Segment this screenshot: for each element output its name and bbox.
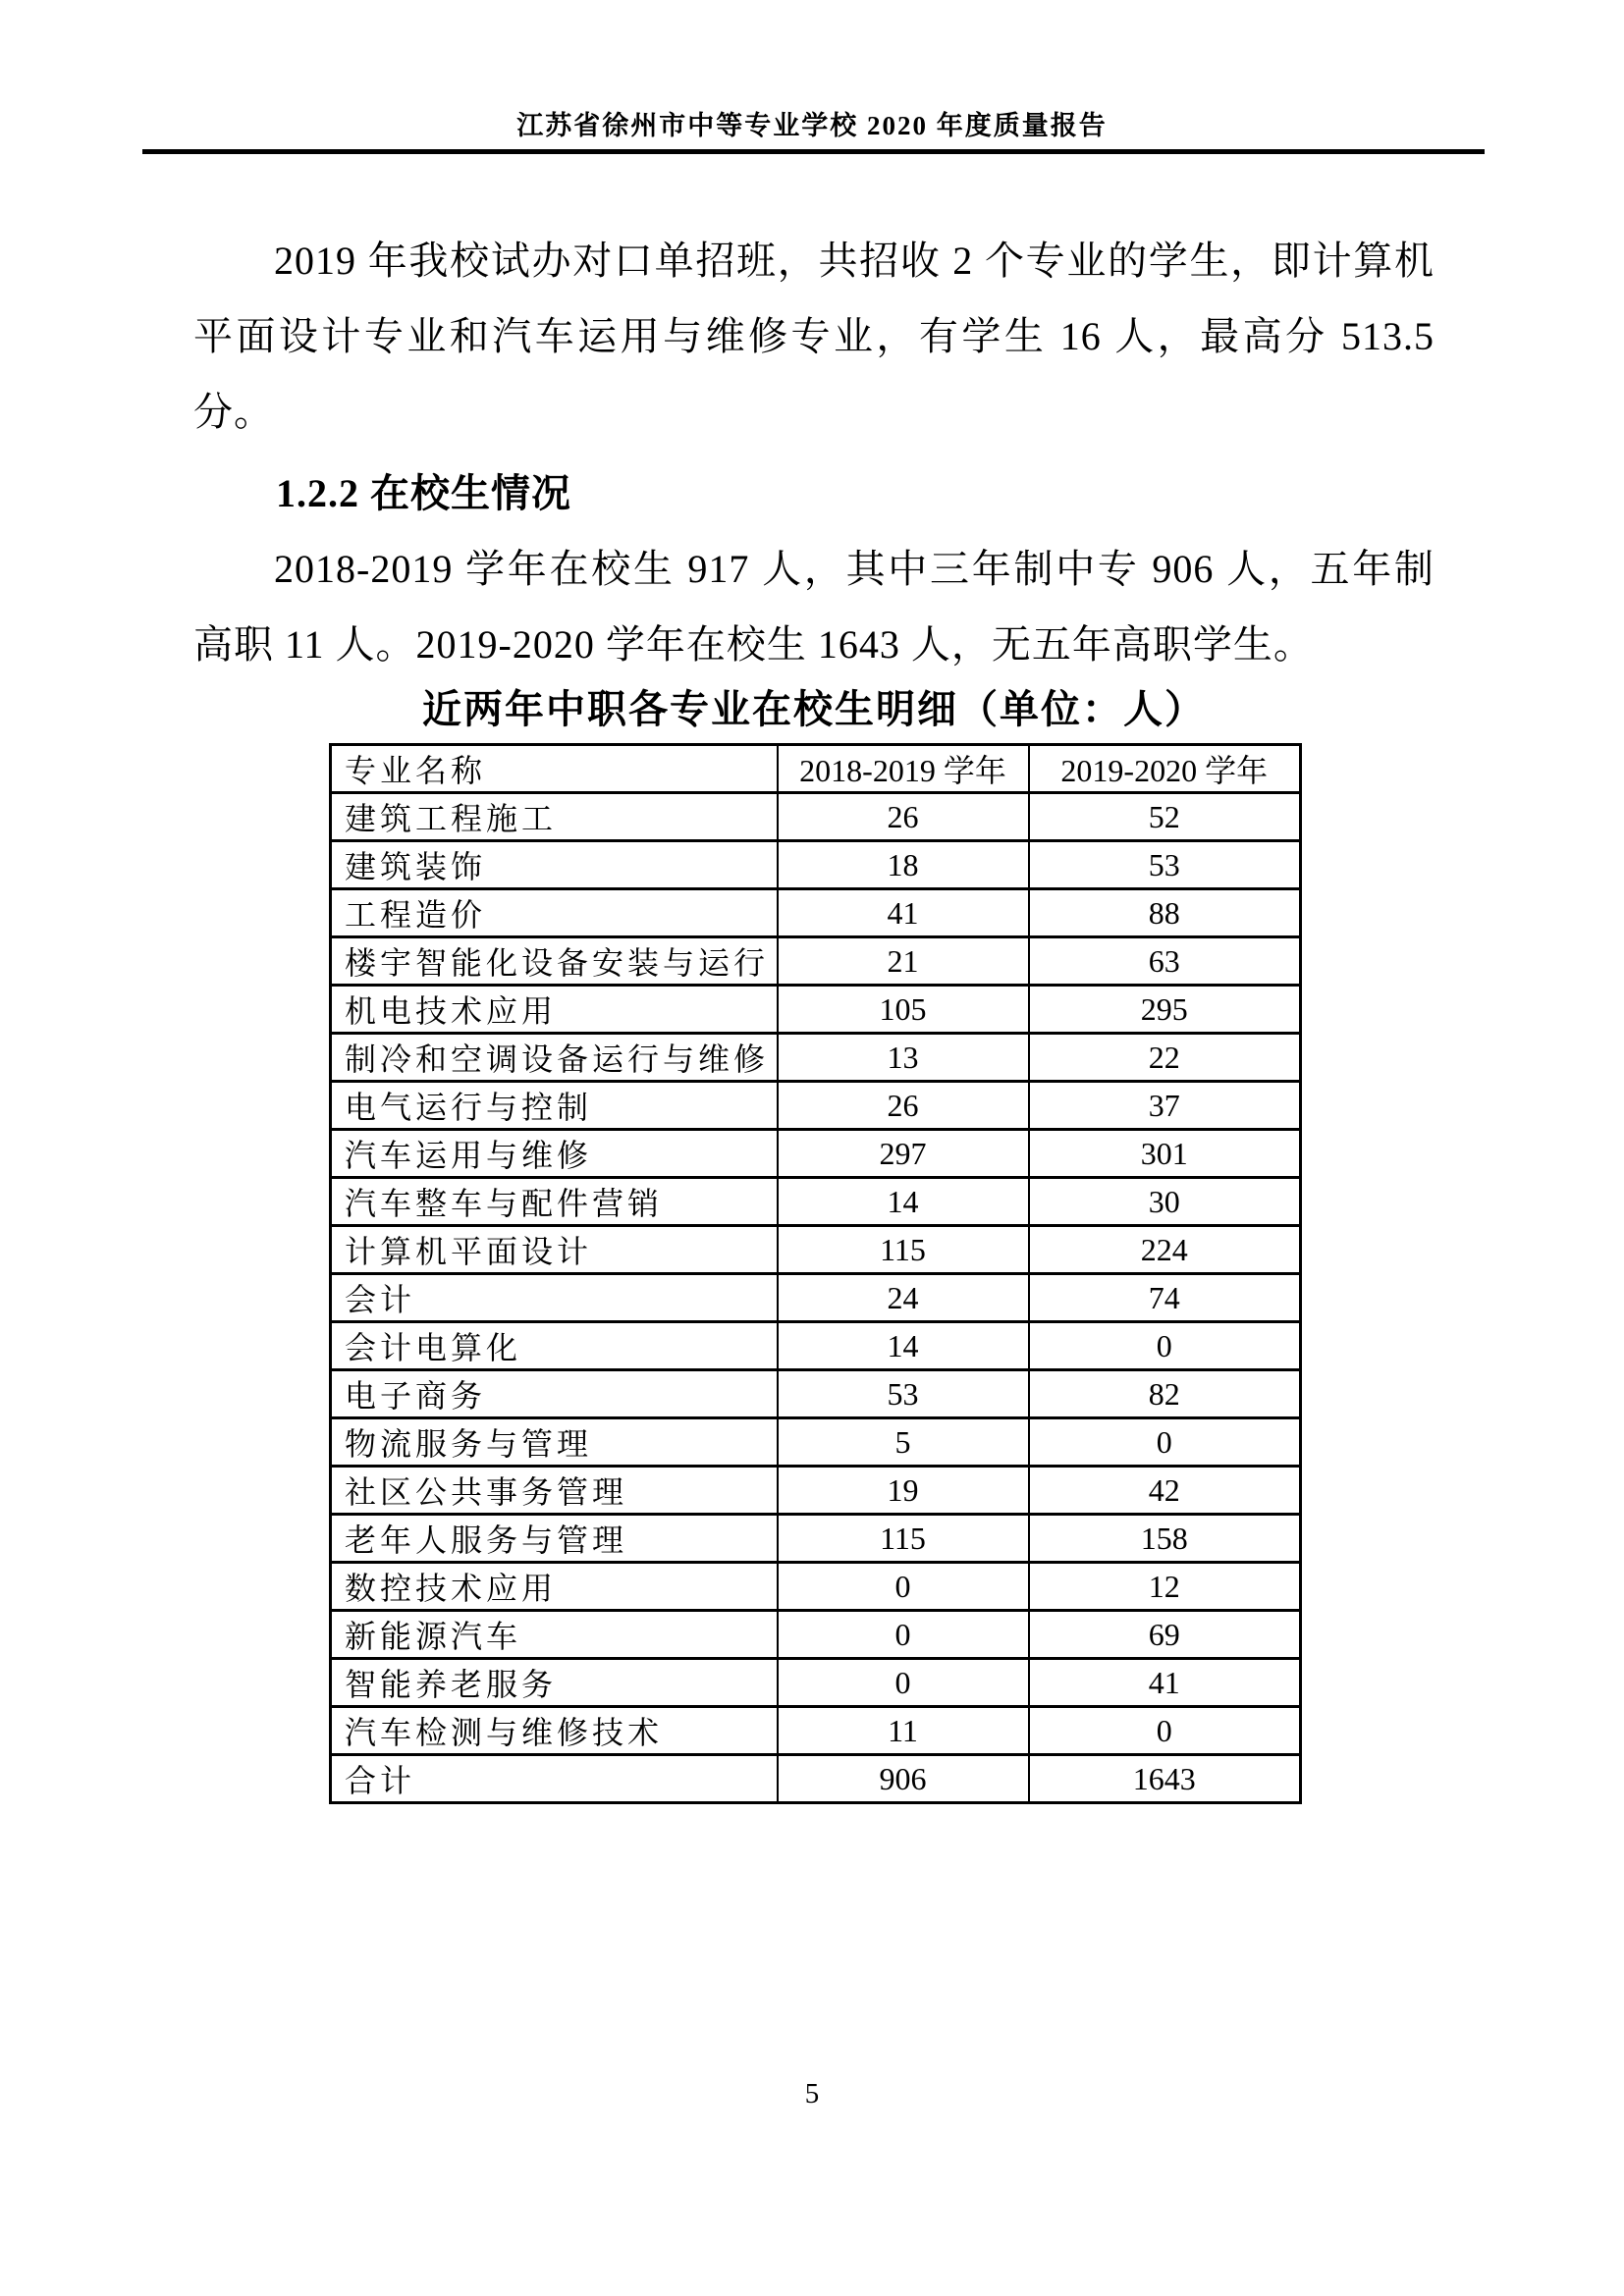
major-name-cell: 新能源汽车 (331, 1611, 778, 1659)
count-2018-2019-cell: 105 (778, 986, 1029, 1034)
count-2018-2019-cell: 115 (778, 1226, 1029, 1274)
major-name-cell: 合计 (331, 1755, 778, 1803)
count-2018-2019-cell: 18 (778, 841, 1029, 889)
count-2019-2020-cell: 52 (1029, 793, 1301, 841)
table-row (331, 986, 1301, 1034)
major-name-cell: 楼宇智能化设备安装与运行 (331, 937, 778, 986)
enrollment-table (329, 743, 1302, 1804)
table-header-row (331, 745, 1301, 793)
count-2019-2020-cell: 53 (1029, 841, 1301, 889)
count-2019-2020-cell: 301 (1029, 1130, 1301, 1178)
major-name-cell: 制冷和空调设备运行与维修 (331, 1034, 778, 1082)
paragraph-students-count: 2018-2019 学年在校生 917 人，其中三年制中专 906 人，五年制高职 11 人。2019-2020 学年在校生 1643 人，无五年高职学生。 (193, 547, 1435, 667)
major-name-cell: 智能养老服务 (331, 1659, 778, 1707)
major-name-cell: 电气运行与控制 (331, 1082, 778, 1130)
count-2019-2020-cell: 74 (1029, 1274, 1301, 1322)
major-name-cell: 机电技术应用 (331, 986, 778, 1034)
column-header-2018-2019: 2018-2019 学年 (778, 745, 1029, 793)
count-2018-2019-cell: 5 (778, 1418, 1029, 1467)
major-name-cell: 物流服务与管理 (331, 1418, 778, 1467)
table-row (331, 1418, 1301, 1467)
table-row (331, 1034, 1301, 1082)
major-name-cell: 工程造价 (331, 889, 778, 937)
count-2019-2020-cell: 42 (1029, 1467, 1301, 1515)
count-2019-2020-cell: 12 (1029, 1563, 1301, 1611)
table-row (331, 793, 1301, 841)
count-2018-2019-cell: 26 (778, 793, 1029, 841)
count-2018-2019-cell: 53 (778, 1370, 1029, 1418)
major-name-cell: 汽车整车与配件营销 (331, 1178, 778, 1226)
major-name-cell: 汽车运用与维修 (331, 1130, 778, 1178)
major-name-cell: 电子商务 (331, 1370, 778, 1418)
count-2018-2019-cell: 0 (778, 1659, 1029, 1707)
table-row (331, 1659, 1301, 1707)
table-row (331, 1370, 1301, 1418)
major-name-cell: 建筑装饰 (331, 841, 778, 889)
table-row (331, 1274, 1301, 1322)
major-name-cell: 老年人服务与管理 (331, 1515, 778, 1563)
table-row (331, 1707, 1301, 1755)
table-row (331, 1130, 1301, 1178)
count-2019-2020-cell: 0 (1029, 1707, 1301, 1755)
table-row (331, 1563, 1301, 1611)
header-title: 江苏省徐州市中等专业学校 2020 年度质量报告 (516, 111, 1108, 140)
count-2019-2020-cell: 82 (1029, 1370, 1301, 1418)
count-2018-2019-cell: 19 (778, 1467, 1029, 1515)
body-text (193, 223, 1435, 682)
count-2019-2020-cell: 69 (1029, 1611, 1301, 1659)
count-2019-2020-cell: 1643 (1029, 1755, 1301, 1803)
major-name-cell: 数控技术应用 (331, 1563, 778, 1611)
major-name-cell: 会计电算化 (331, 1322, 778, 1370)
count-2019-2020-cell: 37 (1029, 1082, 1301, 1130)
count-2019-2020-cell: 224 (1029, 1226, 1301, 1274)
count-2019-2020-cell: 30 (1029, 1178, 1301, 1226)
section-heading-1-2-2: 1.2.2 在校生情况 (276, 471, 571, 515)
table-row (331, 1322, 1301, 1370)
count-2018-2019-cell: 297 (778, 1130, 1029, 1178)
table-row (331, 937, 1301, 986)
major-name-cell: 会计 (331, 1274, 778, 1322)
table-row (331, 889, 1301, 937)
count-2019-2020-cell: 63 (1029, 937, 1301, 986)
count-2019-2020-cell: 295 (1029, 986, 1301, 1034)
table-row (331, 1226, 1301, 1274)
major-name-cell: 建筑工程施工 (331, 793, 778, 841)
column-header-2019-2020: 2019-2020 学年 (1029, 745, 1301, 793)
count-2018-2019-cell: 115 (778, 1515, 1029, 1563)
table-row (331, 1467, 1301, 1515)
major-name-cell: 社区公共事务管理 (331, 1467, 778, 1515)
count-2018-2019-cell: 24 (778, 1274, 1029, 1322)
count-2019-2020-cell: 22 (1029, 1034, 1301, 1082)
count-2018-2019-cell: 0 (778, 1611, 1029, 1659)
table-row (331, 1611, 1301, 1659)
table-row (331, 841, 1301, 889)
count-2019-2020-cell: 158 (1029, 1515, 1301, 1563)
count-2018-2019-cell: 41 (778, 889, 1029, 937)
table-row (331, 1178, 1301, 1226)
header-rule (142, 149, 1485, 154)
count-2018-2019-cell: 13 (778, 1034, 1029, 1082)
page-number: 5 (804, 2078, 820, 2109)
column-header-major-name: 专业名称 (331, 745, 778, 793)
count-2019-2020-cell: 41 (1029, 1659, 1301, 1707)
count-2019-2020-cell: 0 (1029, 1418, 1301, 1467)
count-2018-2019-cell: 906 (778, 1755, 1029, 1803)
count-2018-2019-cell: 11 (778, 1707, 1029, 1755)
count-2018-2019-cell: 14 (778, 1178, 1029, 1226)
major-name-cell: 汽车检测与维修技术 (331, 1707, 778, 1755)
count-2019-2020-cell: 88 (1029, 889, 1301, 937)
paragraph-enrollment-2019: 2019 年我校试办对口单招班，共招收 2 个专业的学生，即计算机平面设计专业和汽车运用与维修专业，有学生 16 人，最高分 513.5 分。 (193, 239, 1435, 434)
count-2018-2019-cell: 26 (778, 1082, 1029, 1130)
count-2018-2019-cell: 14 (778, 1322, 1029, 1370)
count-2018-2019-cell: 21 (778, 937, 1029, 986)
table-row (331, 1515, 1301, 1563)
count-2019-2020-cell: 0 (1029, 1322, 1301, 1370)
count-2018-2019-cell: 0 (778, 1563, 1029, 1611)
table-row (331, 1082, 1301, 1130)
table-title: 近两年中职各专业在校生明细（单位：人） (422, 687, 1206, 731)
table-row-total (331, 1755, 1301, 1803)
major-name-cell: 计算机平面设计 (331, 1226, 778, 1274)
